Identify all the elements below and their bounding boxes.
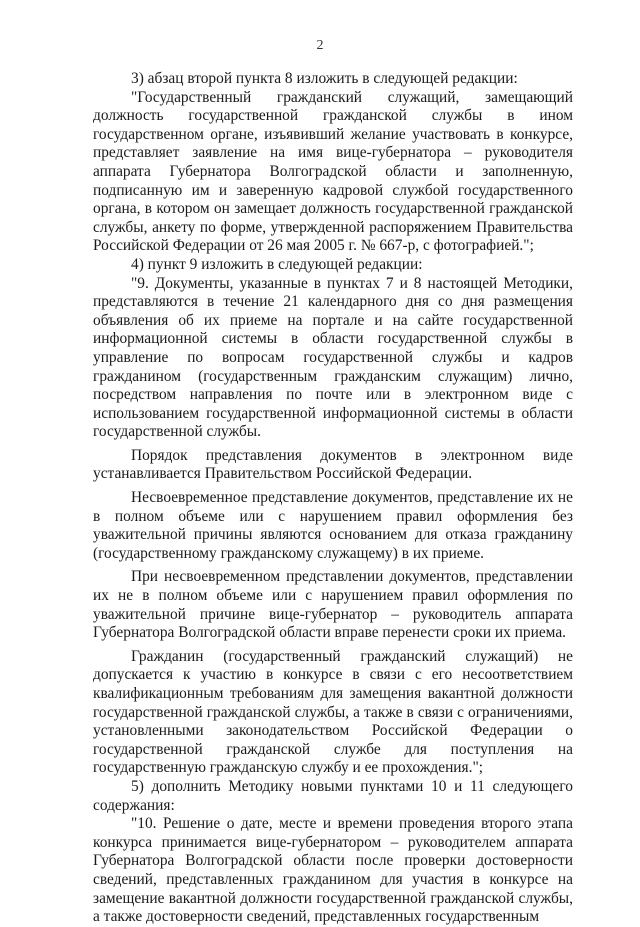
document-body: [93, 70, 573, 927]
page-number: 2: [316, 38, 324, 53]
paragraph-point-9: "9. Документы, указанные в пунктах 7 и 8 настоящей Методики, представляются в течение 21 календарного дня со дня размещения объявления об их приеме на портале и на сайте государственной информационной системы в области государственной службы в управление по вопросам государственной службы и кадров гражданином (государственным гражданским служащим) лично, посредством направления по почте или в электронном виде с использованием государственной информационной системы в области государственной службы.: [93, 274, 573, 441]
paragraph-not-admitted: Гражданин (государственный гражданский служащий) не допускается к участию в конкурсе в связи с его несоответствием квалификационным требованиям для замещения вакантной должности государственной гражданской службы, а также в связи с ограничениями, установленными законодательством Российской Федерации о государственной гражданской службе для поступления на государственную гражданскую службу и ее прохождения.";: [93, 647, 573, 777]
paragraph-electronic-procedure: Порядок представления документов в электронном виде устанавливается Правительством Российской Федерации.: [93, 446, 573, 483]
paragraph-item-3: 3) абзац второй пункта 8 изложить в следующей редакции:: [131, 70, 518, 87]
paragraph-valid-reason: При несвоевременном представлении документов, представлении их не в полном объеме или с нарушением правил оформления по уважительной причине вице-губернатор – руководитель аппарата Губернатора Волгоградской области вправе перенести сроки их приема.: [93, 568, 573, 642]
paragraph-item-4: 4) пункт 9 изложить в следующей редакции:: [131, 255, 423, 273]
paragraph-untimely-refusal: Несвоевременное представление документов, представление их не в полном объеме или с нарушением правил оформления без уважительной причины являются основанием для отказа гражданину (государственному гражданскому служащему) в их приеме.: [93, 489, 573, 562]
paragraph-item-5: 5) дополнить Методику новыми пунктами 10 и 11 следующего содержания:: [93, 777, 573, 814]
paragraph-quote-civil-servant: "Государственный гражданский служащий, замещающий должность государственной гражданской службы в ином государственном органе, изъявивший желание участвовать в конкурсе, представляет заявление на имя вице-губернатора – руководителя аппарата Губернатора Волгоградской области и заполненную, подписанную им и заверенную кадровой службой государственного органа, в котором он замещает должность государственной гражданской службы, анкету по форме, утвержденной распоряжением Правительства Российской Федерации от 26 мая 2005 г. № 667-р, с фотографией.";: [93, 88, 573, 255]
paragraph-point-10: "10. Решение о дате, месте и времени проведения второго этапа конкурса принимается вице-губернатором – руководителем аппарата Губернатора Волгоградской области после проверки достоверности сведений, представленных гражданином для участия в конкурсе на замещение вакантной должности государственной гражданской службы, а также достоверности сведений, представленных государственным: [93, 815, 573, 926]
